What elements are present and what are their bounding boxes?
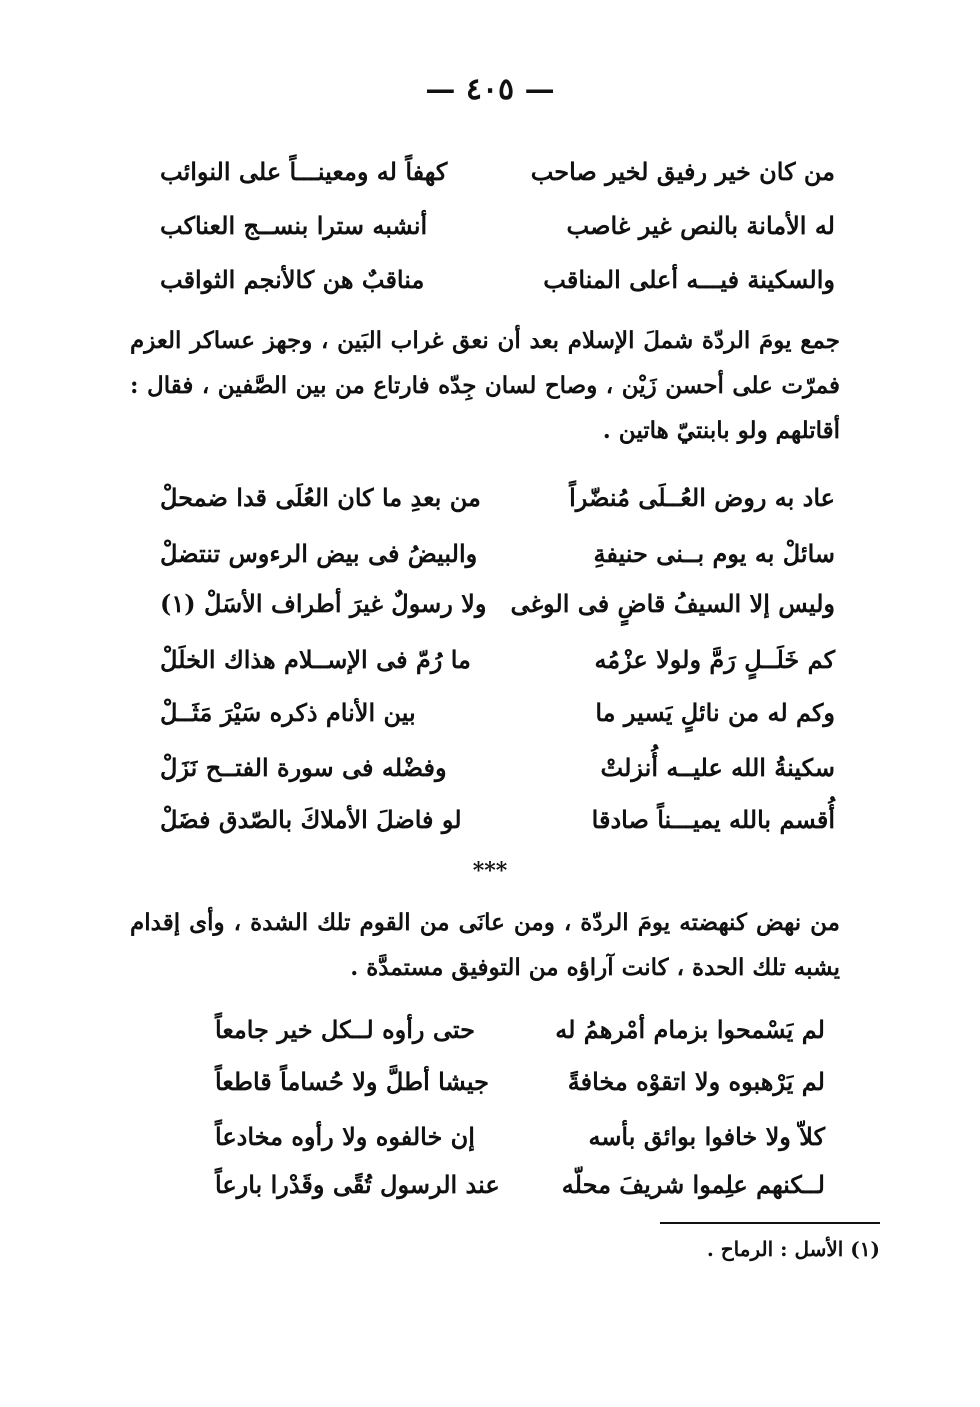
verse-hemistich-right: من كان خير رفيق لخير صاحب [530,157,835,186]
verse-hemistich-left: من بعدِ ما كان العُلَى قدا ضمحلْ [160,483,481,512]
verse-hemistich-left: ولا رسولٌ غيرَ أطراف الأسَلْ (١) [160,589,487,618]
verse-line [160,534,835,574]
verse-line [160,693,835,733]
verse-hemistich-right: سكينةُ الله عليــه أُنزلتْ [600,753,835,782]
verse-line [215,1117,825,1157]
verse-hemistich-left: والبيضُ فى بيض الرءوس تنتضلْ [160,539,478,568]
verse-hemistich-right: كلاّ ولا خافوا بوائق بأسه [588,1122,825,1151]
verse-hemistich-left: مناقبٌ هن كالأنجم الثواقب [160,265,425,294]
verse-hemistich-left: وفضْله فى سورة الفتــح نَزَلْ [160,753,447,782]
verse-line [160,800,835,840]
verse-hemistich-right: لم يَسْمحوا بزمام أمْرهمُ له [555,1015,825,1044]
verse-hemistich-right: لــكنهم علِموا شريفَ محلّه [561,1170,825,1199]
verse-hemistich-right: عاد به روض العُــلَى مُنضّراً [569,483,835,512]
section-separator: *** [472,858,508,884]
page-number: — ٤٠٥ — [425,72,555,107]
verse-line [160,640,835,680]
verse-hemistich-left: جيشا أطلَّ ولا حُساماً قاطعاً [215,1067,489,1096]
verse-hemistich-left: بين الأنام ذكره سَيْرَ مَثَــلْ [160,698,416,727]
verse-hemistich-left: أنشبه سترا بنســج العناكب [160,211,428,240]
verse-hemistich-right: والسكينة فيـــه أعلى المناقب [543,265,835,294]
verse-hemistich-right: لم يَرْهبوه ولا اتقوْه مخافةً [567,1067,825,1096]
verse-hemistich-left: لو فاضلَ الأملاكَ بالصّدق فضَلْ [160,805,462,834]
prose-paragraph-1: جمع يومَ الردّة شملَ الإسلام بعد أن نعق غراب البَين ، وجهز عساكر العزم فمرّت على أحسن زَيْن ، وصاح لسان جِدّه فارتاع من بين الصَّفين ، فقال : أقاتلهم ولو بابنتيّ هاتين . [130,327,840,444]
verse-hemistich-right: له الأمانة بالنص غير غاصب [566,211,835,240]
footnote: (١) الأسل : الرماح . [706,1237,880,1261]
verse-line [160,748,835,788]
prose-paragraph-2: من نهض كنهضته يومَ الردّة ، ومن عانَى من القوم تلك الشدة ، وأى إقدام يشبه تلك الحدة ، كانت آراؤه من التوفيق مستمدَّة . [130,909,840,981]
verse-line [160,478,835,518]
footnote-rule [660,1222,880,1224]
verse-line [160,206,835,246]
verse-hemistich-left: إن خالفوه ولا رأوه مخادعاً [215,1122,475,1151]
verse-line [160,260,835,300]
verse-hemistich-right: سائلْ به يوم بــنى حنيفةِ [593,539,835,568]
verse-hemistich-right: كم خَلَــلٍ رَمَّ ولولا عزْمُه [594,645,835,674]
verse-line [160,584,835,624]
verse-line [160,152,835,192]
verse-hemistich-left: كهفاً له ومعينـــاً على النوائب [160,157,448,186]
verse-line [215,1165,825,1205]
verse-hemistich-left: ما رُمّ فى الإســلام هذاك الخلَلْ [160,645,471,674]
verse-line [215,1062,825,1102]
verse-hemistich-right: أُقسم بالله يميـــناً صادقا [591,805,835,834]
verse-hemistich-right: وكم له من نائلٍ يَسير ما [595,698,835,727]
verse-hemistich-right: وليس إلا السيفُ قاضٍ فى الوغى [510,589,835,618]
verse-line [215,1010,825,1050]
verse-hemistich-left: عند الرسول تُقًى وقَدْرا بارعاً [215,1170,500,1199]
verse-hemistich-left: حتى رأوه لــكل خير جامعاً [215,1015,475,1044]
